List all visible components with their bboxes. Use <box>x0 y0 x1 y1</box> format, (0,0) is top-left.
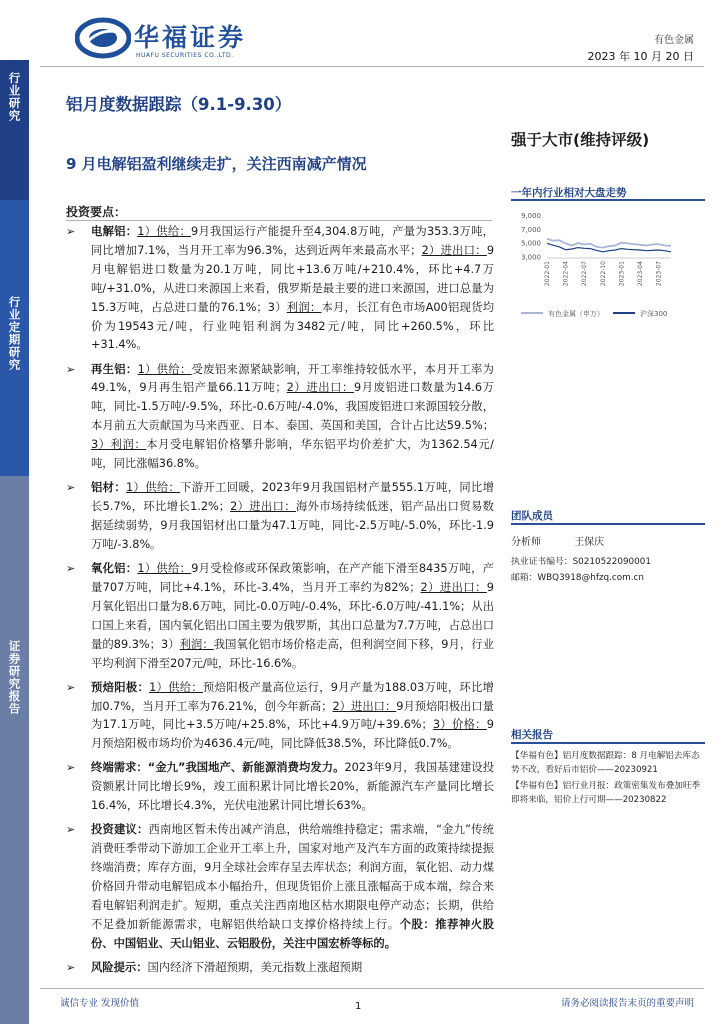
body-text: 本月，长江有色市场A00铝现货均价为19543元/吨，行业吨铝利润为3482元/吨，同比+260.5%，环比+31.4%。 <box>91 300 494 352</box>
emphasis-text: 3）价格： <box>432 718 487 732</box>
related-report-item: 【华福有色】铝行业月报：政策密集发布叠加旺季即将来临，铝价上行可期——20230822 <box>511 781 701 805</box>
key-points-body <box>66 223 494 983</box>
body-text: 预焙阳极产量高位运行，9月产量为188.03万吨，环比增加0.7%，当月开工率为76.21%，创今年新高； <box>91 680 494 713</box>
paragraph-text <box>66 560 494 673</box>
email-row <box>511 570 644 583</box>
chart-heading-divider <box>511 199 705 201</box>
emphasis-text: 2）进出口： <box>286 381 354 395</box>
x-tick-label: 2023-04 <box>637 261 644 287</box>
body-text: 9月预焙阳极市场均价为4636.4元/吨，同比降低38.5%，环比降低0.7%。 <box>91 718 494 751</box>
rating-label: 强于大市(维持评级) <box>511 131 650 149</box>
bullet-arrow-icon: ➢ <box>66 960 76 974</box>
key-point-paragraph <box>66 679 494 755</box>
analyst-row <box>511 533 604 548</box>
y-tick-label: 3,000 <box>520 253 541 262</box>
emphasis-text: 利润： <box>286 300 322 314</box>
paragraph-text <box>66 223 494 355</box>
emphasis-text: 风险提示： <box>91 960 148 974</box>
footer-divider <box>40 988 704 989</box>
team-heading: 团队成员 <box>511 510 553 522</box>
report-title: 铝月度数据跟踪（9.1-9.30） <box>66 95 292 114</box>
related-reports-divider <box>511 742 705 744</box>
footer-disclaimer: 请务必阅读报告末页的重要声明 <box>560 998 694 1009</box>
key-point-paragraph <box>66 479 494 555</box>
emphasis-text: 利润： <box>179 637 214 651</box>
paragraph-text <box>66 479 494 555</box>
email-label: 邮箱： <box>511 573 538 583</box>
sidebar-label: 证券研究报告 <box>7 640 22 715</box>
body-text: 受废铝来源紧缺影响，开工率维持较低水平，本月开工率为49.1%，9月再生铝产量66.11万吨； <box>91 362 494 395</box>
emphasis-text: 电解铝： <box>91 225 138 238</box>
x-tick-label: 2023-01 <box>618 261 626 287</box>
x-tick-label: 2022-07 <box>581 261 589 287</box>
paragraph-text <box>66 959 494 978</box>
license-label: 执业证书编号： <box>511 557 573 567</box>
x-tick-label: 2022-04 <box>562 261 570 287</box>
emphasis-text: 1）供给： <box>137 561 192 575</box>
emphasis-text: 1）供给： <box>137 225 192 238</box>
key-point-paragraph <box>66 361 494 474</box>
relative-performance-chart <box>511 203 705 353</box>
sidebar-block-industry-research <box>0 60 29 200</box>
analyst-name: 王保庆 <box>574 537 605 548</box>
body-text: 9月电解铝进口数量为20.1万吨，同比+13.6万吨/+210.4%，环比+4.7万吨/+31.0%，从进口来源国上来看，俄罗斯是最主要的进口来源国，进口总量为15.3万吨，占总进口量的76.1%；3） <box>91 243 494 314</box>
y-tick-label: 7,000 <box>520 225 541 234</box>
key-point-paragraph <box>66 223 494 355</box>
body-text: 国内经济下滑超预期，美元指数上涨超预期 <box>147 960 363 974</box>
key-point-paragraph <box>66 821 494 953</box>
body-text: 西南地区暂未传出减产消息，供给端维持稳定；需求端，“金九”传统消费旺季带动下游加工企业开工率上升，国家对地产及汽车方面的政策持续提振终端消费；库存方面，9月全球社会库存呈去库状态；利润方面，氧化铝、动力煤价格回升带动电解铝成本小幅抬升，但现货铝价上涨且涨幅高于成本端，综合来看电解铝利润走扩。短期，重点关注西南地区枯水期限电停产动态；长期，供给不足叠加新能源需求，电解铝供给缺口支撑价格持续上行。 <box>91 823 494 931</box>
paragraph-text <box>66 821 494 953</box>
body-text: 下游开工回暖，2023年9月我国铝材产量555.1万吨，同比增长5.7%，环比增长1.2%； <box>91 481 494 514</box>
body-text: 本月受电解铝价格攀升影响，华东铝平均价差扩大，为1362.54元/吨，同比涨幅36.8%。 <box>91 438 494 471</box>
body-text: 9月废铝进口数量为14.6万吨，同比-1.5万吨/-9.5%，环比-0.6万吨/-4.0%，我国废铝进口来源国较分散，本月前五大贡献国为马来西亚、日本、泰国、英国和美国，合计占比达59.5%； <box>91 381 494 433</box>
analyst-role: 分析师 <box>511 537 541 548</box>
emphasis-text: 氧化铝： <box>91 561 138 575</box>
emphasis-text: 2）进出口： <box>421 243 487 257</box>
key-points-divider <box>66 220 492 221</box>
company-name: 华福证券 <box>134 23 247 52</box>
x-tick-label: 2022-01 <box>544 261 551 287</box>
team-heading-divider <box>511 523 705 525</box>
emphasis-text: 3）利润： <box>91 438 147 452</box>
series-line-1 <box>547 239 671 248</box>
license-number: S0210522090001 <box>572 557 651 567</box>
body-text: 9月受检修或环保政策影响，在产产能下滑至8435万吨，产量707万吨，同比+4.1%，环比-3.4%，当月开工率约为82%； <box>91 561 494 594</box>
emphasis-text: 铝材： <box>91 481 126 495</box>
license-row <box>511 554 651 567</box>
bullet-arrow-icon: ➢ <box>66 481 76 495</box>
emphasis-text: 1）供给： <box>149 680 204 694</box>
emphasis-text: 个股：推荐神火股份、中国铝业、天山铝业、云铝股份，关注中国宏桥等标的。 <box>91 917 494 950</box>
key-points-heading: 投资要点： <box>66 205 127 219</box>
key-point-paragraph <box>66 959 494 978</box>
legend-label: 沪深300 <box>640 310 668 318</box>
footer-slogan: 诚信专业 发现价值 <box>60 998 140 1009</box>
emphasis-text: 终端需求：“金九”我国地产、新能源消费均发力。 <box>91 761 345 775</box>
sector-label: 有色金属 <box>654 35 694 46</box>
body-text: 我国氧化铝市场价格走高，但利润空间下移，9月，行业平均利润下滑至207元/吨，环比-16.6%。 <box>91 637 494 670</box>
emphasis-text: 1）供给： <box>137 362 192 376</box>
chart-heading: 一年内行业相对大盘走势 <box>511 187 627 199</box>
emphasis-text: 2）进出口： <box>420 580 487 594</box>
emphasis-text: 1）供给： <box>125 481 181 495</box>
body-text: 海外市场持续低迷，铝产品出口贸易数据延续弱势，9月我国铝材出口量为47.1万吨，同比-2.5万吨/-5.0%，环比-1.9万吨/-3.8%。 <box>91 500 494 551</box>
emphasis-text: 再生铝： <box>91 362 138 376</box>
body-text: 9月我国运行产能提升至4,304.8万吨，产量为353.3万吨，同比增加7.1%，当月开工率为96.3%，达到近两年来最高水平； <box>91 225 494 257</box>
bullet-arrow-icon: ➢ <box>66 823 76 837</box>
bullet-arrow-icon: ➢ <box>66 225 76 238</box>
body-text: 9月预焙阳极出口量为17.1万吨，同比+3.5万吨/+25.8%，环比+4.9万吨/+39.6%； <box>91 699 494 732</box>
bullet-arrow-icon: ➢ <box>66 761 76 775</box>
emphasis-text: 2）进出口： <box>230 500 296 514</box>
bullet-arrow-icon: ➢ <box>66 680 76 694</box>
legend-label: 有色金属（申万） <box>548 310 604 318</box>
report-date: 2023 年 10 月 20 日 <box>587 50 694 63</box>
sidebar-label: 行业研究 <box>7 72 22 122</box>
page-number: 1 <box>355 1001 362 1012</box>
paragraph-text <box>66 361 494 474</box>
related-reports-heading: 相关报告 <box>511 729 553 741</box>
y-tick-label: 9,000 <box>520 212 541 220</box>
x-tick-label: 2022-10 <box>599 261 607 287</box>
paragraph-text <box>66 759 494 816</box>
sidebar-block-securities-report <box>0 476 29 1024</box>
email-address: WBQ3918@hfzq.com.cn <box>537 573 644 583</box>
header-divider <box>40 66 704 67</box>
company-name-en: HUAFU SECURITIES CO.,LTD. <box>136 52 234 59</box>
left-sidebar <box>0 60 29 1024</box>
huafu-logo-icon <box>75 17 131 59</box>
report-subtitle: 9 月电解铝盈利继续走扩，关注西南减产情况 <box>66 155 367 173</box>
bullet-arrow-icon: ➢ <box>66 561 76 575</box>
emphasis-text: 预焙阳极： <box>91 680 150 694</box>
bullet-arrow-icon: ➢ <box>66 362 76 376</box>
body-text: 9月氧化铝出口量为8.6万吨，同比-0.0万吨/-0.4%，环比-6.0万吨/-41.1%；从出口国上来看，国内氧化铝出口国主要为俄罗斯，其出口总量为7.7万吨，占总出口量的89.3%；3） <box>91 580 494 651</box>
sidebar-label: 行业定期研究 <box>7 296 22 371</box>
key-point-paragraph <box>66 560 494 673</box>
sidebar-block-periodic-research <box>0 200 29 476</box>
key-point-paragraph <box>66 759 494 816</box>
body-text: 2023年9月，我国基建建设投资额累计同比增长9%，竣工面积累计同比增长20%，新能源汽车产量同比增长16.4%，环比增长4.3%，光伏电池累计同比增长63%。 <box>91 761 494 813</box>
paragraph-text <box>66 679 494 755</box>
related-report-item: 【华福有色】铝月度数据跟踪：8 月电解铝去库态势不改，看好后市铝价——20230921 <box>511 751 700 775</box>
x-tick-label: 2023-07 <box>655 261 663 287</box>
emphasis-text: 2）进出口： <box>332 699 397 713</box>
y-tick-label: 5,000 <box>520 239 541 248</box>
emphasis-text: 投资建议： <box>91 823 149 837</box>
